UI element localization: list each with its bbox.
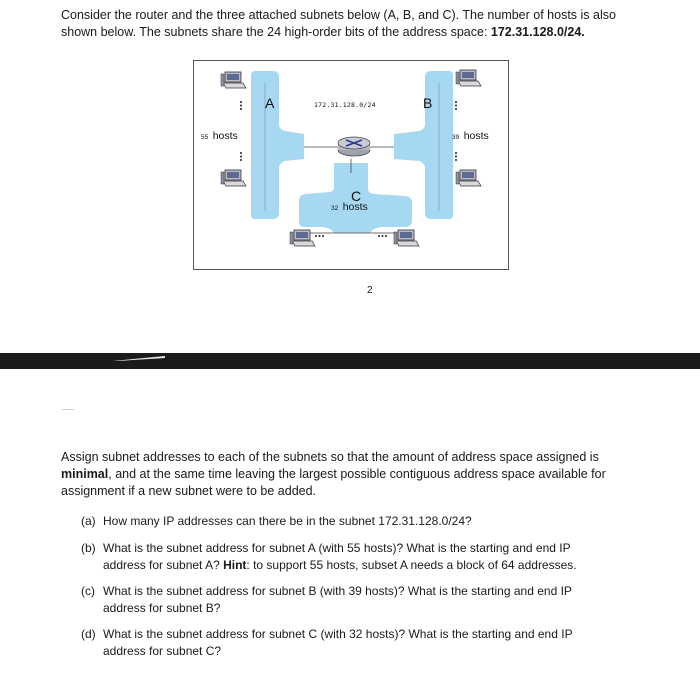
- question-d-line-1: What is the subnet address for subnet C (with 32 hosts)? What is the starting and end IP: [103, 627, 573, 641]
- subnet-c-count: 32: [331, 205, 339, 212]
- intro-paragraph: [61, 7, 661, 41]
- subnet-b-count: 39: [452, 134, 460, 141]
- host-b-bottom-icon: [456, 170, 481, 186]
- question-d-label: (d): [81, 627, 96, 641]
- question-c-line-1: What is the subnet address for subnet B (with 39 hosts)? What is the starting and end IP: [103, 584, 572, 598]
- assign-bold-minimal: minimal: [61, 467, 109, 481]
- address-space: 172.31.128.0/24.: [490, 25, 585, 39]
- question-c-line-2: address for subnet B?: [103, 601, 221, 615]
- question-d-line-2: address for subnet C?: [103, 644, 222, 658]
- subnet-a-count: 55: [201, 134, 209, 141]
- separator-band: [0, 353, 700, 369]
- subnet-a-hosts-word: hosts: [212, 130, 238, 142]
- subnet-c-hosts-word: hosts: [342, 201, 368, 213]
- subnet-a-host-count: [201, 126, 238, 144]
- host-a-top-icon: [221, 72, 246, 88]
- question-c-label: (c): [81, 584, 95, 598]
- question-a: [81, 513, 641, 530]
- question-d: [81, 626, 641, 660]
- network-diagram: [193, 60, 509, 270]
- assign-line-3: assignment if a new subnet were to be added.: [61, 484, 317, 498]
- network-address-label: 172.31.128.0/24: [314, 101, 376, 109]
- subnet-c-label: C: [351, 188, 362, 204]
- page-number: 2: [367, 285, 373, 296]
- subnet-b-hosts-word: hosts: [463, 130, 489, 142]
- host-c-left-icon: [290, 230, 315, 246]
- question-c: [81, 583, 641, 617]
- question-b-label: (b): [81, 541, 96, 555]
- intro-line-2-text: shown below. The subnets share the 24 high-order bits of the address space:: [61, 25, 491, 39]
- router-icon: [338, 137, 370, 156]
- subnet-a-area: [251, 71, 304, 219]
- subnet-a-label: A: [265, 95, 275, 111]
- question-a-text: How many IP addresses can there be in the subnet 172.31.128.0/24?: [103, 514, 472, 528]
- host-c-right-icon: [394, 230, 419, 246]
- subnet-c-host-count: [331, 197, 368, 215]
- assign-line-1: Assign subnet addresses to each of the subnets so that the amount of address space assigned is: [61, 450, 599, 464]
- question-b-line-1: What is the subnet address for subnet A (with 55 hosts)? What is the starting and end IP: [103, 541, 571, 555]
- intro-line-1: Consider the router and the three attached subnets below (A, B, and C). The number of hosts is also: [61, 8, 616, 22]
- question-a-label: (a): [81, 514, 96, 528]
- scan-streak: [113, 356, 165, 361]
- subnet-b-label: B: [423, 95, 433, 111]
- question-b-line-2: [81, 557, 641, 574]
- network-diagram-svg: [194, 61, 510, 271]
- subnet-b-host-count: [452, 126, 489, 144]
- host-b-top-icon: [456, 70, 481, 86]
- host-a-bottom-icon: [221, 170, 246, 186]
- faint-mark: [62, 409, 74, 410]
- assign-line-2-text: , and at the same time leaving the largest possible contiguous address space available for: [108, 467, 606, 481]
- question-b: [81, 540, 641, 574]
- hint-label: Hint: [223, 558, 247, 572]
- assign-line-2: [61, 466, 631, 483]
- intro-line-2: [61, 24, 661, 41]
- question-b-line-2-suffix: : to support 55 hosts, subset A needs a block of 64 addresses.: [246, 558, 577, 572]
- question-b-line-2-prefix: address for subnet A?: [103, 558, 224, 572]
- assignment-paragraph: [61, 449, 631, 500]
